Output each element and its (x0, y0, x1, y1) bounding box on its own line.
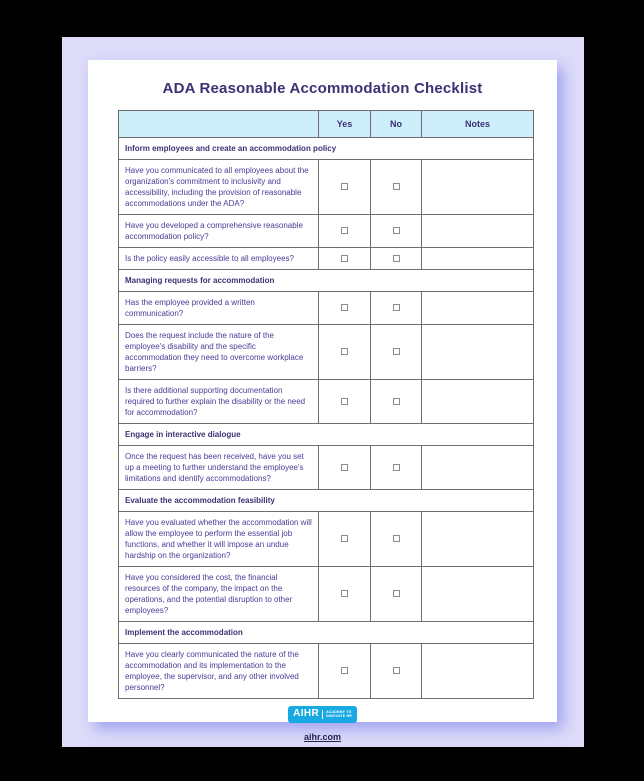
page-title: ADA Reasonable Accommodation Checklist (162, 80, 483, 97)
yes-cell (319, 292, 371, 325)
question-cell: Has the employee provided a written communication? (119, 292, 319, 325)
no-checkbox[interactable] (393, 667, 400, 674)
yes-cell (319, 380, 371, 424)
checklist-table (118, 110, 534, 699)
no-checkbox[interactable] (393, 348, 400, 355)
table-row (119, 248, 534, 270)
logo-tagline (326, 710, 352, 718)
yes-cell (319, 512, 371, 567)
aihr-logo-text: AIHR (293, 708, 320, 719)
section-title: Evaluate the accommodation feasibility (119, 490, 534, 512)
no-checkbox[interactable] (393, 590, 400, 597)
yes-cell (319, 567, 371, 622)
aihr-logo (288, 706, 357, 723)
question-cell: Is the policy easily accessible to all employees? (119, 248, 319, 270)
no-cell (371, 160, 422, 215)
yes-cell (319, 215, 371, 248)
yes-checkbox[interactable] (341, 667, 348, 674)
question-cell: Once the request has been received, have you set up a meeting to further understand the employee's limitations and identify accommodations? (119, 446, 319, 490)
notes-cell (422, 248, 534, 270)
yes-checkbox[interactable] (341, 304, 348, 311)
no-cell (371, 248, 422, 270)
no-checkbox[interactable] (393, 227, 400, 234)
notes-cell (422, 380, 534, 424)
section-header-row (119, 622, 534, 644)
header-notes: Notes (422, 111, 534, 138)
table-row (119, 380, 534, 424)
notes-cell (422, 325, 534, 380)
yes-cell (319, 160, 371, 215)
section-header-row (119, 138, 534, 160)
yes-checkbox[interactable] (341, 398, 348, 405)
table-row (119, 644, 534, 699)
no-cell (371, 644, 422, 699)
table-row (119, 160, 534, 215)
no-cell (371, 567, 422, 622)
yes-checkbox[interactable] (341, 348, 348, 355)
notes-cell (422, 567, 534, 622)
question-cell: Is there additional supporting documentation required to further explain the disability or the need for accommodation? (119, 380, 319, 424)
notes-cell (422, 644, 534, 699)
no-checkbox[interactable] (393, 398, 400, 405)
notes-cell (422, 160, 534, 215)
no-checkbox[interactable] (393, 304, 400, 311)
table-header-row (119, 111, 534, 138)
no-checkbox[interactable] (393, 464, 400, 471)
question-cell: Have you evaluated whether the accommodation will allow the employee to perform the essential job functions, and whether it will impose an undue hardship on the organization? (119, 512, 319, 567)
section-header-row (119, 490, 534, 512)
yes-cell (319, 644, 371, 699)
yes-cell (319, 325, 371, 380)
yes-cell (319, 446, 371, 490)
section-title: Managing requests for accommodation (119, 270, 534, 292)
header-no: No (371, 111, 422, 138)
section-header-row (119, 424, 534, 446)
notes-cell (422, 215, 534, 248)
aihr-website-link[interactable]: aihr.com (303, 731, 341, 742)
table-row (119, 446, 534, 490)
no-checkbox[interactable] (393, 183, 400, 190)
yes-checkbox[interactable] (341, 464, 348, 471)
table-row (119, 215, 534, 248)
question-cell: Does the request include the nature of the employee's disability and the specific accommodation they need to overcome workplace barriers? (119, 325, 319, 380)
logo-divider (322, 710, 323, 719)
question-cell: Have you considered the cost, the financial resources of the company, the impact on the operations, and the potential disruption to other employees? (119, 567, 319, 622)
table-row (119, 325, 534, 380)
header-question (119, 111, 319, 138)
logo-tagline-line2: INNOVATE HR (326, 714, 352, 718)
yes-checkbox[interactable] (341, 590, 348, 597)
no-checkbox[interactable] (393, 255, 400, 262)
no-cell (371, 325, 422, 380)
yes-checkbox[interactable] (341, 255, 348, 262)
yes-checkbox[interactable] (341, 227, 348, 234)
question-cell: Have you developed a comprehensive reasonable accommodation policy? (119, 215, 319, 248)
table-row (119, 567, 534, 622)
table-row (119, 292, 534, 325)
section-title: Engage in interactive dialogue (119, 424, 534, 446)
header-yes: Yes (319, 111, 371, 138)
document-page (88, 60, 557, 742)
no-cell (371, 292, 422, 325)
no-cell (371, 446, 422, 490)
question-cell: Have you communicated to all employees about the organization's commitment to inclusivity and accessibility, including the provision of reasonable accommodations under the ADA? (119, 160, 319, 215)
notes-cell (422, 512, 534, 567)
no-cell (371, 380, 422, 424)
logo-tagline-line1: ACADEMY TO (326, 710, 352, 714)
notes-cell (422, 292, 534, 325)
yes-checkbox[interactable] (341, 183, 348, 190)
yes-checkbox[interactable] (341, 535, 348, 542)
question-cell: Have you clearly communicated the nature of the accommodation and its implementation to the employee, the supervisor, and any other involved personnel? (119, 644, 319, 699)
no-cell (371, 215, 422, 248)
yes-cell (319, 248, 371, 270)
section-title: Implement the accommodation (119, 622, 534, 644)
section-header-row (119, 270, 534, 292)
section-title: Inform employees and create an accommodation policy (119, 138, 534, 160)
lavender-mat (62, 37, 584, 747)
table-row (119, 512, 534, 567)
no-cell (371, 512, 422, 567)
footer (88, 703, 557, 745)
no-checkbox[interactable] (393, 535, 400, 542)
notes-cell (422, 446, 534, 490)
